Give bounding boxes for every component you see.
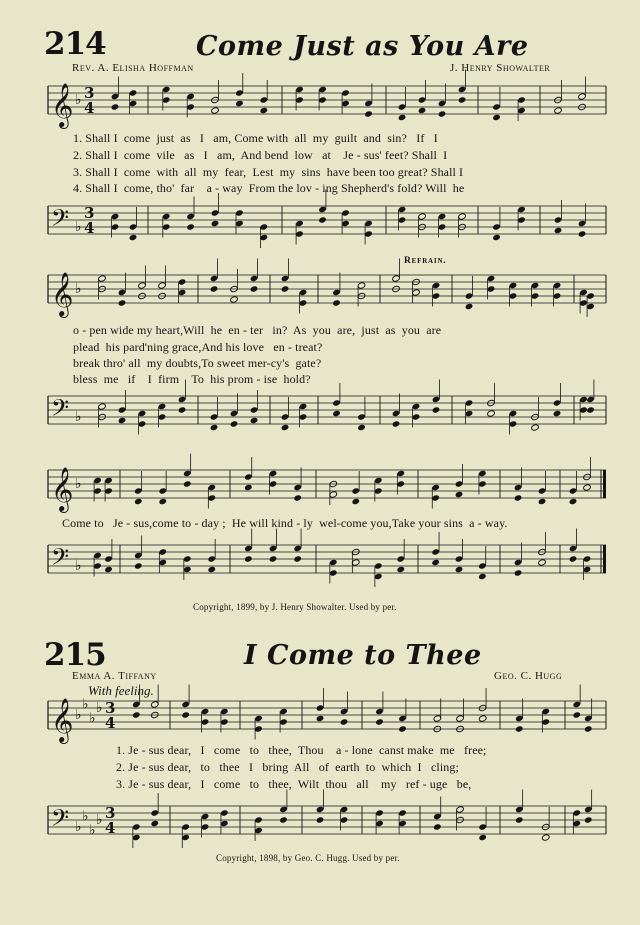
hymn-214-number: 214 [44, 26, 106, 62]
svg-text:4: 4 [84, 219, 95, 237]
hymn-215-verse-1: 1. Je - sus dear, I come to thee, Thou a - lone canst make me free; [116, 743, 487, 757]
svg-text:3: 3 [84, 204, 95, 222]
hymn-214-verse-3b: break thro' all my doubts,To sweet mer-cy's gate? [73, 356, 322, 370]
svg-text:♭: ♭ [75, 476, 82, 492]
svg-text:♭: ♭ [96, 700, 103, 716]
svg-text:𝄢: 𝄢 [51, 204, 70, 237]
hymn-215-verse-3: 3. Je - sus dear, I come to thee, Wilt thou all my ref - uge be, [116, 777, 472, 791]
svg-text:𝄞: 𝄞 [51, 83, 74, 127]
svg-text:♭: ♭ [75, 219, 82, 235]
hymn-214-verse-4b: bless me if I firm To his prom - ise hold? [73, 372, 311, 386]
svg-text:4: 4 [105, 714, 116, 732]
svg-text:𝄞: 𝄞 [51, 467, 74, 511]
hymn-214-title: Come Just as You Are [196, 31, 529, 62]
hymn-214-author: Rev. A. Elisha Hoffman [72, 62, 194, 74]
svg-text:♭: ♭ [89, 710, 96, 727]
svg-text:♭: ♭ [75, 819, 82, 835]
hymn-214-verse-1: 1. Shall I come just as I am, Come with all my guilt and sin? If I [73, 131, 438, 145]
hymn-214-copyright: Copyright, 1899, by J. Henry Showalter. Used by per. [193, 602, 397, 612]
svg-text:4: 4 [105, 819, 116, 837]
svg-text:4: 4 [84, 99, 95, 117]
svg-text:𝄢: 𝄢 [51, 394, 70, 427]
svg-text:♭: ♭ [75, 558, 82, 574]
hymn-214-refrain-text: Come to Je - sus,come to - day ; He will kind - ly wel-come you,Take your sins a - way. [62, 516, 508, 530]
hymn-214-verse-1b: o - pen wide my heart,Will he en - ter in? As you are, just as you are [73, 323, 442, 337]
hymn-214-verse-2b: plead his pard'ning grace,And his love en - treat? [73, 340, 323, 354]
svg-text:♭: ♭ [75, 409, 82, 425]
hymn-214-verse-3: 3. Shall I come with all my fear, Lest my sins have been too great? Shall I [73, 165, 464, 179]
svg-text:♭: ♭ [75, 92, 82, 108]
hymn-215-author: Emma A. Tiffany [72, 670, 157, 682]
hymn-215-composer: Geo. C. Hugg [494, 670, 563, 682]
expression-marking: With feeling. [88, 683, 154, 698]
svg-text:𝄢: 𝄢 [51, 804, 70, 837]
hymn-215-copyright: Copyright, 1898, by Geo. C. Hugg. Used by per. [216, 853, 400, 863]
svg-text:♭: ♭ [82, 808, 89, 825]
hymn-215-number: 215 [44, 637, 106, 673]
hymn-214-verse-4: 4. Shall I come, tho' far a - way From the lov - ing Shepherd's fold? Will he [73, 181, 465, 195]
hymn-215-verse-2: 2. Je - sus dear, to thee I bring All of earth to which I cling; [116, 760, 459, 774]
svg-text:3: 3 [105, 699, 116, 717]
svg-text:3: 3 [84, 84, 95, 102]
svg-text:𝄞: 𝄞 [51, 272, 74, 316]
svg-text:♭: ♭ [82, 696, 89, 713]
hymn-214-verse-2: 2. Shall I come vile as I am, And bend low at Je - sus' feet? Shall I [73, 148, 448, 162]
svg-text:3: 3 [105, 804, 116, 822]
svg-text:♭: ♭ [75, 707, 82, 723]
svg-text:♭: ♭ [96, 812, 103, 828]
refrain-label: Refrain. [404, 256, 447, 266]
svg-text:♭: ♭ [75, 281, 82, 297]
hymn-215-title: I Come to Thee [244, 640, 482, 671]
svg-text:𝄞: 𝄞 [51, 698, 74, 742]
svg-text:𝄢: 𝄢 [51, 543, 70, 576]
svg-text:♭: ♭ [89, 822, 96, 839]
hymn-214-composer: J. Henry Showalter [450, 62, 551, 74]
